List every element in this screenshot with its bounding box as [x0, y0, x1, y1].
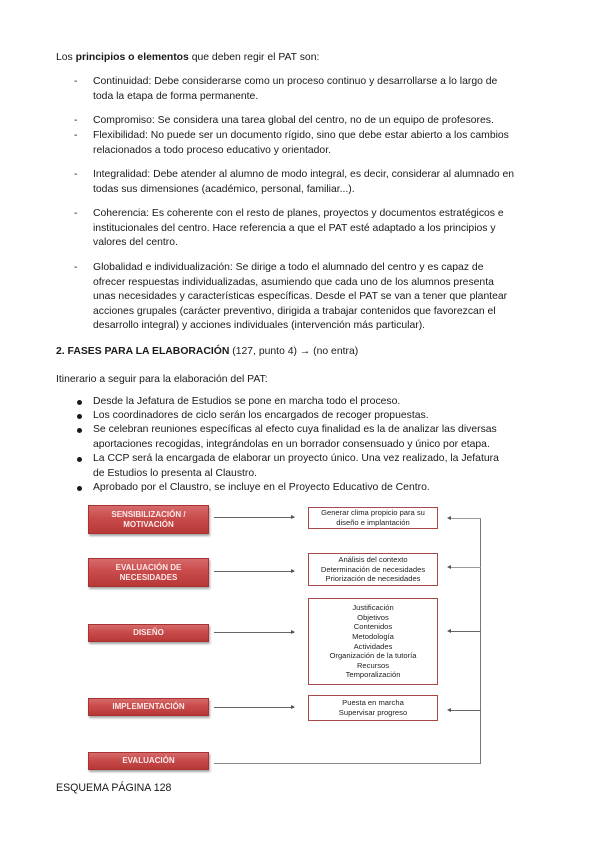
- dash-marker: -: [74, 115, 78, 126]
- text-line: Los coordinadores de ciclo serán los encargados de recoger propuestas.: [93, 410, 429, 421]
- principle-globalidad: [93, 261, 553, 334]
- detail-implementacion: [308, 695, 438, 721]
- detail-text: Determinación de necesidades: [320, 564, 426, 574]
- connector-line: [214, 707, 294, 708]
- principle-flexibilidad: [93, 129, 553, 158]
- text-line: Globalidad e individualización: Se dirige a todo el alumnado del centro y es capaz de: [93, 262, 484, 273]
- phase-label: DISEÑO: [133, 628, 164, 637]
- connector-line: [214, 571, 294, 572]
- phase-label: NECESIDADES: [119, 572, 178, 582]
- text-line: Se celebran reuniones específicas al efecto cuya finalidad es la de analizar las diversas: [93, 424, 497, 435]
- feedback-vertical-line: [480, 518, 481, 764]
- itinerary-item: [93, 423, 553, 452]
- text-line: valores del centro.: [93, 237, 178, 248]
- arrow-left-icon: [447, 516, 451, 520]
- feedback-branch: [450, 518, 481, 519]
- feedback-branch: [450, 567, 481, 568]
- text-line: relacionados a todo proceso educativo y orientador.: [93, 144, 331, 156]
- detail-diseno: [308, 598, 438, 685]
- bullet-icon: [77, 428, 82, 433]
- detail-text: diseño e implantación: [336, 518, 410, 527]
- dash-marker: -: [74, 76, 78, 87]
- detail-text: Temporalización: [345, 670, 401, 680]
- phase-label: SENSIBILIZACIÓN /: [111, 509, 186, 519]
- phase-evaluacion-necesidades: [88, 558, 209, 587]
- section-title: 2. FASES PARA LA ELABORACIÓN: [56, 346, 230, 357]
- phase-label: IMPLEMENTACIÓN: [112, 702, 185, 711]
- detail-evaluacion-necesidades: [308, 553, 438, 586]
- detail-text: Organización de la tutoría: [329, 651, 417, 661]
- text-line: toda la etapa de forma permanente.: [93, 90, 259, 102]
- text-line: Desde la Jefatura de Estudios se pone en marcha todo el proceso.: [93, 396, 401, 407]
- dash-marker: -: [74, 262, 78, 273]
- text-line: todas sus dimensiones (académico, personal, familiar...).: [93, 183, 355, 195]
- principle-continuidad: [93, 75, 553, 104]
- text-line: Flexibilidad: No puede ser un documento rígido, sino que debe estar abierto a los cambios: [93, 130, 509, 141]
- itinerary-item: [93, 395, 553, 410]
- detail-text: Actividades: [353, 641, 393, 651]
- phase-sensibilizacion: [88, 505, 209, 534]
- phase-implementacion: [88, 698, 209, 716]
- detail-text: Análisis del contexto: [338, 555, 408, 565]
- text-line: unas necesidades y características específicas. Desde el PAT se van a tener que plantear: [93, 291, 508, 302]
- bullet-icon: [77, 400, 82, 405]
- feedback-line: [214, 763, 481, 764]
- detail-text: Metodología: [352, 631, 394, 641]
- intro-suffix: que deben regir el PAT son:: [188, 52, 320, 63]
- phase-label: MOTIVACIÓN: [123, 519, 174, 529]
- detail-text: Puesta en marcha: [342, 698, 404, 708]
- bullet-icon: [77, 414, 82, 419]
- text-line: desarrollo integral) y acciones individuales (intervención más particular).: [93, 320, 426, 331]
- dash-marker: -: [74, 130, 78, 141]
- arrow-left-icon: [447, 565, 451, 569]
- phase-label: EVALUACIÓN: [122, 756, 175, 765]
- text-line: ofrecer respuestas individualizadas, asumiendo que cada uno de los alumnos presenta: [93, 276, 494, 288]
- itinerary-intro: Itinerario a seguir para la elaboración del PAT:: [56, 374, 268, 385]
- detail-text: Contenidos: [353, 622, 393, 632]
- feedback-branch: [450, 710, 481, 711]
- itinerary-item: [93, 409, 553, 424]
- text-line: Integralidad: Debe atender al alumno de modo integral, es decir, considerar al alumnado en: [93, 169, 515, 180]
- arrow-left-icon: [447, 629, 451, 633]
- text-line: de Estudios lo presenta al Claustro.: [93, 467, 258, 479]
- text-line: Aprobado por el Claustro, se incluye en el Proyecto Educativo de Centro.: [93, 482, 430, 493]
- detail-text: Objetivos: [357, 612, 389, 622]
- text-line: Compromiso: Se considera una tarea global del centro, no de un equipo de profesores.: [93, 115, 494, 126]
- connector-line: [214, 632, 294, 633]
- detail-text: Generar clima propicio para su: [321, 508, 425, 518]
- dash-marker: -: [74, 169, 78, 180]
- feedback-branch: [450, 631, 481, 632]
- arrow-right-icon: [291, 515, 295, 519]
- detail-text: Priorización de necesidades: [325, 574, 421, 584]
- text-line: institucionales del centro. Hace referencia a que el PAT esté adaptado a los principios y: [93, 222, 496, 234]
- arrow-right-icon: [291, 630, 295, 634]
- phase-evaluacion: [88, 752, 209, 770]
- detail-text: Supervisar progreso: [338, 708, 408, 717]
- intro-prefix: Los: [56, 52, 76, 63]
- text-line: La CCP será la encargada de elaborar un proyecto único. Una vez realizado, la Jefatura: [93, 453, 499, 464]
- arrow-right-icon: [291, 705, 295, 709]
- text-line: Continuidad: Debe considerarse como un proceso continuo y desarrollarse a lo largo de: [93, 76, 498, 87]
- arrow-right-icon: [291, 569, 295, 573]
- arrow-left-icon: [447, 708, 451, 712]
- phase-diseno: [88, 624, 209, 642]
- itinerary-item: [93, 452, 553, 481]
- bullet-icon: [77, 457, 82, 462]
- principle-compromiso: [93, 114, 553, 129]
- detail-text: Justificación: [352, 603, 394, 613]
- principle-integralidad: [93, 168, 553, 197]
- dash-marker: -: [74, 208, 78, 219]
- text-line: Coherencia: Es coherente con el resto de planes, proyectos y documentos estratégicos e: [93, 208, 504, 219]
- connector-line: [214, 517, 294, 518]
- text-line: acciones grupales (carácter preventivo, dirigida a trabajar contenidos que favorezcan el: [93, 305, 496, 317]
- text-line: aportaciones recogidas, integrándolas en un borrador consensuado y único por etapa.: [93, 438, 490, 450]
- principle-coherencia: [93, 207, 553, 251]
- bullet-icon: [77, 486, 82, 491]
- section-note: (127, punto 4) → (no entra): [229, 346, 359, 357]
- phase-label: EVALUACIÓN DE: [115, 562, 182, 572]
- itinerary-item: [93, 481, 553, 496]
- detail-sensibilizacion: [308, 507, 438, 529]
- section-heading: [56, 345, 358, 360]
- footer-note: ESQUEMA PÁGINA 128: [56, 782, 172, 794]
- intro-bold: principios o elementos: [75, 52, 189, 63]
- detail-text: Recursos: [356, 660, 390, 670]
- principles-intro: [56, 51, 319, 66]
